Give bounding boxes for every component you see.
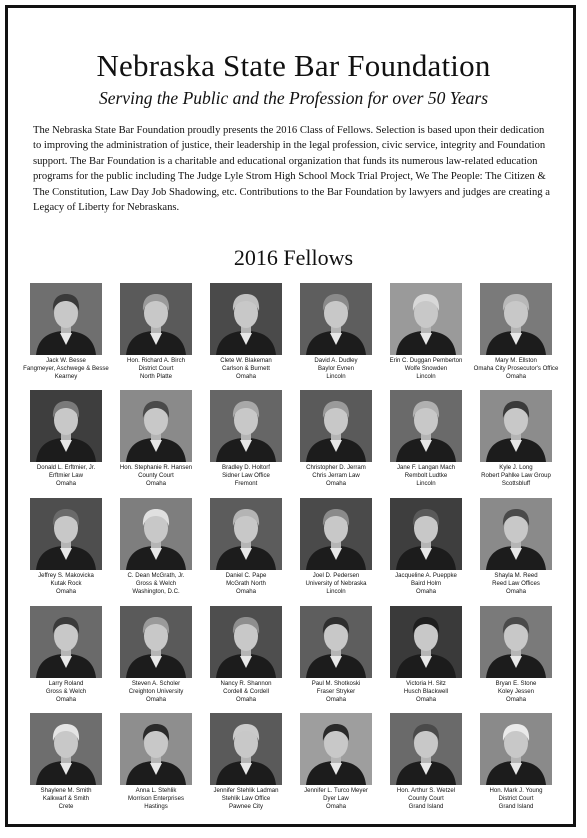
fellow-name: Paul M. Shotkoski — [311, 680, 361, 687]
fellow-organization: Dyer Law — [323, 795, 349, 802]
fellow-portrait — [30, 606, 102, 678]
fellow-caption — [379, 464, 473, 488]
fellow-caption — [19, 787, 113, 811]
fellow-city: Grand Island — [408, 803, 444, 810]
fellow-portrait — [300, 713, 372, 785]
fellow-organization: Kalkwarf & Smith — [42, 795, 90, 802]
fellow-caption — [379, 357, 473, 381]
fellow-city: Omaha — [416, 588, 436, 595]
fellow-city: Hastings — [144, 803, 168, 810]
portrait-silhouette-icon — [120, 283, 192, 355]
fellow-organization: Chris Jerram Law — [312, 472, 360, 479]
fellow-name: Bryan E. Stone — [495, 680, 537, 687]
fellow-portrait — [30, 713, 102, 785]
fellow-caption — [109, 680, 203, 704]
fellow-portrait — [480, 498, 552, 570]
portrait-silhouette-icon — [210, 283, 282, 355]
fellow-name: Daniel C. Pape — [225, 572, 267, 579]
page-title: Nebraska State Bar Foundation — [96, 48, 491, 83]
fellow-city: Omaha — [236, 373, 256, 380]
fellow-portrait — [30, 390, 102, 462]
fellow-name: Jennifer Stehlik Ladman — [213, 787, 279, 794]
fellow-name: C. Dean McGrath, Jr. — [127, 572, 185, 579]
fellow-city: Lincoln — [416, 373, 436, 380]
fellow-city: Omaha — [56, 696, 76, 703]
portrait-silhouette-icon — [210, 713, 282, 785]
fellow-city: Omaha — [236, 588, 256, 595]
fellow-portrait — [120, 606, 192, 678]
fellow-name: Erin C. Duggan Pemberton — [389, 357, 463, 364]
fellow-portrait — [300, 498, 372, 570]
fellow-portrait — [300, 390, 372, 462]
portrait-silhouette-icon — [30, 606, 102, 678]
fellow-caption — [109, 572, 203, 596]
fellow-name: Clete W. Blakeman — [220, 357, 272, 364]
fellow-portrait — [480, 390, 552, 462]
fellow-organization: Gross & Welch — [45, 688, 87, 695]
fellow-caption — [199, 572, 293, 596]
portrait-silhouette-icon — [300, 390, 372, 462]
intro-paragraph: The Nebraska State Bar Foundation proudly presents the 2016 Class of Fellows. Selection is based upon their dedication to improving the administration of justice, their leadership in the legal profession, civic service, integrity and Foundation support. The Bar Foundation is a charitable and educational organization that funds its numerous law-related education programs for the public including The Judge Lyle Strom High School Mock Trial Project, We The People: The Citizen & The Constitution, Law Day Job Shadowing, etc. Contributions to the Bar Foundation by lawyers and judges are creating a Legacy of Liberty for Nebraskans. — [33, 125, 550, 214]
fellow-portrait — [390, 498, 462, 570]
fellow-organization: Reed Law Offices — [492, 580, 540, 587]
portrait-silhouette-icon — [300, 283, 372, 355]
fellow-portrait — [210, 498, 282, 570]
fellow-organization: Stehlik Law Office — [221, 795, 271, 802]
portrait-silhouette-icon — [480, 498, 552, 570]
fellow-portrait — [480, 283, 552, 355]
fellow-caption — [289, 572, 383, 596]
portrait-silhouette-icon — [480, 606, 552, 678]
fellow-city: Lincoln — [416, 480, 436, 487]
fellow-caption — [109, 357, 203, 381]
fellow-name: Hon. Arthur S. Wetzel — [396, 787, 456, 794]
fellow-name: Jane F. Langan Mach — [396, 464, 456, 471]
fellow-city: Omaha — [56, 480, 76, 487]
fellow-organization: District Court — [498, 795, 534, 802]
fellow-city: Scottsbluff — [501, 480, 531, 487]
fellow-portrait — [30, 498, 102, 570]
fellow-organization: Erftmier Law — [48, 472, 84, 479]
fellow-caption — [379, 680, 473, 704]
fellow-name: David A. Dudley — [314, 357, 358, 364]
fellow-portrait — [300, 283, 372, 355]
fellow-organization: University of Nebraska — [305, 580, 367, 587]
portrait-silhouette-icon — [300, 606, 372, 678]
fellow-name: Donald L. Erftmier, Jr. — [36, 464, 96, 471]
fellow-caption — [469, 464, 563, 488]
portrait-silhouette-icon — [30, 390, 102, 462]
fellow-portrait — [300, 606, 372, 678]
portrait-silhouette-icon — [30, 283, 102, 355]
fellow-caption — [19, 680, 113, 704]
page-subtitle: Serving the Public and the Profession for over 50 Years — [98, 88, 489, 108]
fellow-caption — [289, 464, 383, 488]
fellow-city: Omaha — [326, 480, 346, 487]
fellow-name: Jennifer L. Turco Meyer — [304, 787, 368, 794]
fellow-organization: Koley Jessen — [497, 688, 535, 695]
fellow-name: Shaylene M. Smith — [40, 787, 92, 794]
fellow-caption — [469, 357, 563, 381]
fellow-name: Hon. Richard A. Birch — [126, 357, 185, 364]
fellow-organization: County Court — [138, 472, 174, 479]
portrait-silhouette-icon — [300, 498, 372, 570]
fellow-name: Jack W. Besse — [46, 357, 86, 364]
fellow-caption — [109, 787, 203, 811]
fellow-name: Jeffrey S. Makovicka — [38, 572, 94, 579]
fellow-organization: Omaha City Prosecutor's Office — [473, 365, 559, 372]
fellow-organization: Wolfe Snowden — [404, 365, 448, 372]
portrait-silhouette-icon — [390, 606, 462, 678]
fellow-city: Pawnee City — [228, 803, 264, 810]
fellow-caption — [199, 787, 293, 811]
fellow-caption — [199, 464, 293, 488]
fellow-name: Hon. Stephanie R. Hansen — [119, 464, 193, 471]
fellow-city: Lincoln — [326, 373, 346, 380]
fellow-portrait — [210, 606, 282, 678]
fellow-organization: Baird Holm — [410, 580, 442, 587]
fellow-organization: County Court — [408, 795, 444, 802]
portrait-silhouette-icon — [210, 390, 282, 462]
portrait-silhouette-icon — [300, 713, 372, 785]
portrait-silhouette-icon — [120, 713, 192, 785]
fellow-city: Omaha — [506, 588, 526, 595]
fellow-name: Larry Roland — [48, 680, 84, 687]
fellow-city: Omaha — [506, 696, 526, 703]
fellow-city: Omaha — [56, 588, 76, 595]
fellow-name: Mary M. Ellston — [495, 357, 537, 364]
fellow-name: Hon. Mark J. Young — [489, 787, 543, 794]
fellow-caption — [379, 787, 473, 811]
fellow-name: Kyle J. Long — [499, 464, 533, 471]
fellow-name: Anna L. Stehlik — [135, 787, 177, 794]
portrait-silhouette-icon — [30, 713, 102, 785]
fellow-city: Kearney — [54, 373, 78, 380]
fellow-organization: Fraser Stryker — [316, 688, 356, 695]
fellow-portrait — [120, 498, 192, 570]
portrait-silhouette-icon — [390, 498, 462, 570]
fellow-organization: McGrath North — [226, 580, 266, 587]
fellow-caption — [199, 680, 293, 704]
fellow-caption — [469, 572, 563, 596]
fellow-city: Omaha — [506, 373, 526, 380]
portrait-silhouette-icon — [210, 606, 282, 678]
fellow-organization: Gross & Welch — [135, 580, 177, 587]
fellow-city: Washington, D.C. — [132, 588, 180, 595]
fellow-organization: Baylor Evnen — [317, 365, 355, 372]
fellow-caption — [469, 680, 563, 704]
fellow-portrait — [30, 283, 102, 355]
portrait-silhouette-icon — [390, 390, 462, 462]
fellow-organization: Kutak Rock — [50, 580, 82, 587]
portrait-silhouette-icon — [480, 713, 552, 785]
fellow-organization: Fangmeyer, Aschwege & Besse — [23, 365, 109, 372]
fellow-portrait — [120, 390, 192, 462]
fellow-organization: Cordell & Cordell — [223, 688, 269, 695]
fellow-city: Omaha — [416, 696, 436, 703]
fellow-organization: Creighton University — [128, 688, 184, 695]
fellow-city: Omaha — [146, 696, 166, 703]
fellow-portrait — [480, 606, 552, 678]
fellow-caption — [289, 680, 383, 704]
fellow-name: Steven A. Scholer — [131, 680, 181, 687]
portrait-silhouette-icon — [210, 498, 282, 570]
fellow-caption — [469, 787, 563, 811]
fellow-portrait — [390, 283, 462, 355]
fellow-caption — [19, 572, 113, 596]
fellow-city: Omaha — [326, 803, 346, 810]
fellow-organization: Robert Pahlke Law Group — [481, 472, 551, 479]
portrait-silhouette-icon — [120, 390, 192, 462]
portrait-silhouette-icon — [120, 606, 192, 678]
fellow-portrait — [480, 713, 552, 785]
fellow-name: Nancy R. Shannon — [220, 680, 272, 687]
fellow-portrait — [390, 390, 462, 462]
fellow-organization: Sidner Law Office — [222, 472, 270, 479]
fellow-portrait — [390, 713, 462, 785]
fellow-portrait — [120, 713, 192, 785]
fellow-portrait — [210, 713, 282, 785]
fellow-city: Crete — [58, 803, 74, 810]
fellow-city: Omaha — [146, 480, 166, 487]
fellow-city: Fremont — [234, 480, 258, 487]
fellow-organization: Husch Blackwell — [403, 688, 449, 695]
fellow-caption — [289, 357, 383, 381]
fellow-caption — [379, 572, 473, 596]
fellow-caption — [19, 357, 113, 381]
fellow-city: North Platte — [139, 373, 173, 380]
fellow-city: Omaha — [236, 696, 256, 703]
fellow-name: Bradley D. Holtorf — [222, 464, 270, 471]
portrait-silhouette-icon — [390, 713, 462, 785]
fellows-heading: 2016 Fellows — [233, 245, 354, 270]
portrait-silhouette-icon — [480, 390, 552, 462]
fellow-name: Jacqueline A. Pueppke — [395, 572, 457, 579]
fellow-name: Joel D. Pedersen — [312, 572, 360, 579]
fellow-organization: Rembolt Ludtke — [404, 472, 448, 479]
portrait-silhouette-icon — [480, 283, 552, 355]
fellow-caption — [289, 787, 383, 811]
fellow-caption — [19, 464, 113, 488]
fellow-city: Grand Island — [498, 803, 534, 810]
fellow-caption — [199, 357, 293, 381]
fellow-portrait — [210, 283, 282, 355]
portrait-silhouette-icon — [120, 498, 192, 570]
fellow-organization: Carlson & Burnett — [222, 365, 270, 372]
fellow-name: Victoria H. Sitz — [406, 680, 446, 687]
fellow-portrait — [390, 606, 462, 678]
fellow-name: Shayla M. Reed — [494, 572, 538, 579]
fellow-organization: District Court — [138, 365, 174, 372]
fellow-city: Omaha — [326, 696, 346, 703]
fellow-portrait — [120, 283, 192, 355]
fellow-organization: Morrison Enterprises — [128, 795, 184, 802]
portrait-silhouette-icon — [30, 498, 102, 570]
fellow-city: Lincoln — [326, 588, 346, 595]
fellow-name: Christopher D. Jerram — [306, 464, 366, 471]
fellow-caption — [109, 464, 203, 488]
fellow-portrait — [210, 390, 282, 462]
portrait-silhouette-icon — [390, 283, 462, 355]
